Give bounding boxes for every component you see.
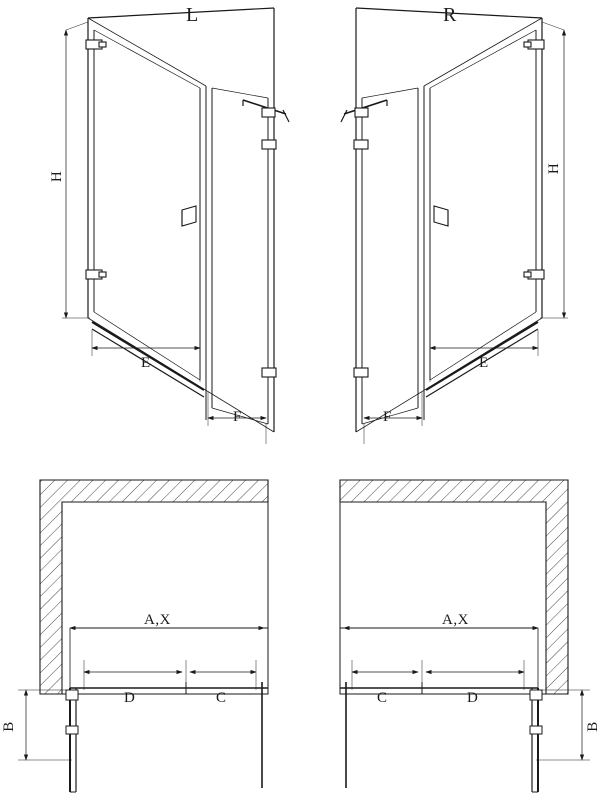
label-h-left: H	[49, 170, 66, 183]
plan-left	[18, 480, 268, 792]
door-knob-right	[434, 206, 448, 226]
label-e-left: E	[141, 355, 151, 371]
label-e-right: E	[479, 355, 489, 371]
hinges-right-elevation	[354, 40, 544, 377]
plan-right	[340, 480, 590, 792]
label-c-left: C	[216, 690, 227, 706]
door-knob-left	[182, 206, 196, 226]
label-c-right: C	[377, 690, 388, 706]
hinges-left-elevation	[86, 40, 276, 377]
label-b-right: B	[584, 721, 601, 732]
label-f-right: F	[383, 409, 392, 425]
label-h-right: H	[546, 162, 563, 175]
label-variant-left: L	[186, 4, 199, 26]
label-ax-right: A,X	[442, 612, 469, 628]
label-d-left: D	[124, 690, 136, 706]
label-variant-right: R	[443, 4, 457, 26]
label-f-left: F	[233, 409, 242, 425]
label-ax-left: A,X	[144, 612, 171, 628]
label-d-right: D	[467, 690, 479, 706]
dimensions-right-elevation	[364, 22, 568, 444]
label-b-left: B	[0, 721, 17, 732]
dimensions-left-elevation	[62, 22, 266, 444]
